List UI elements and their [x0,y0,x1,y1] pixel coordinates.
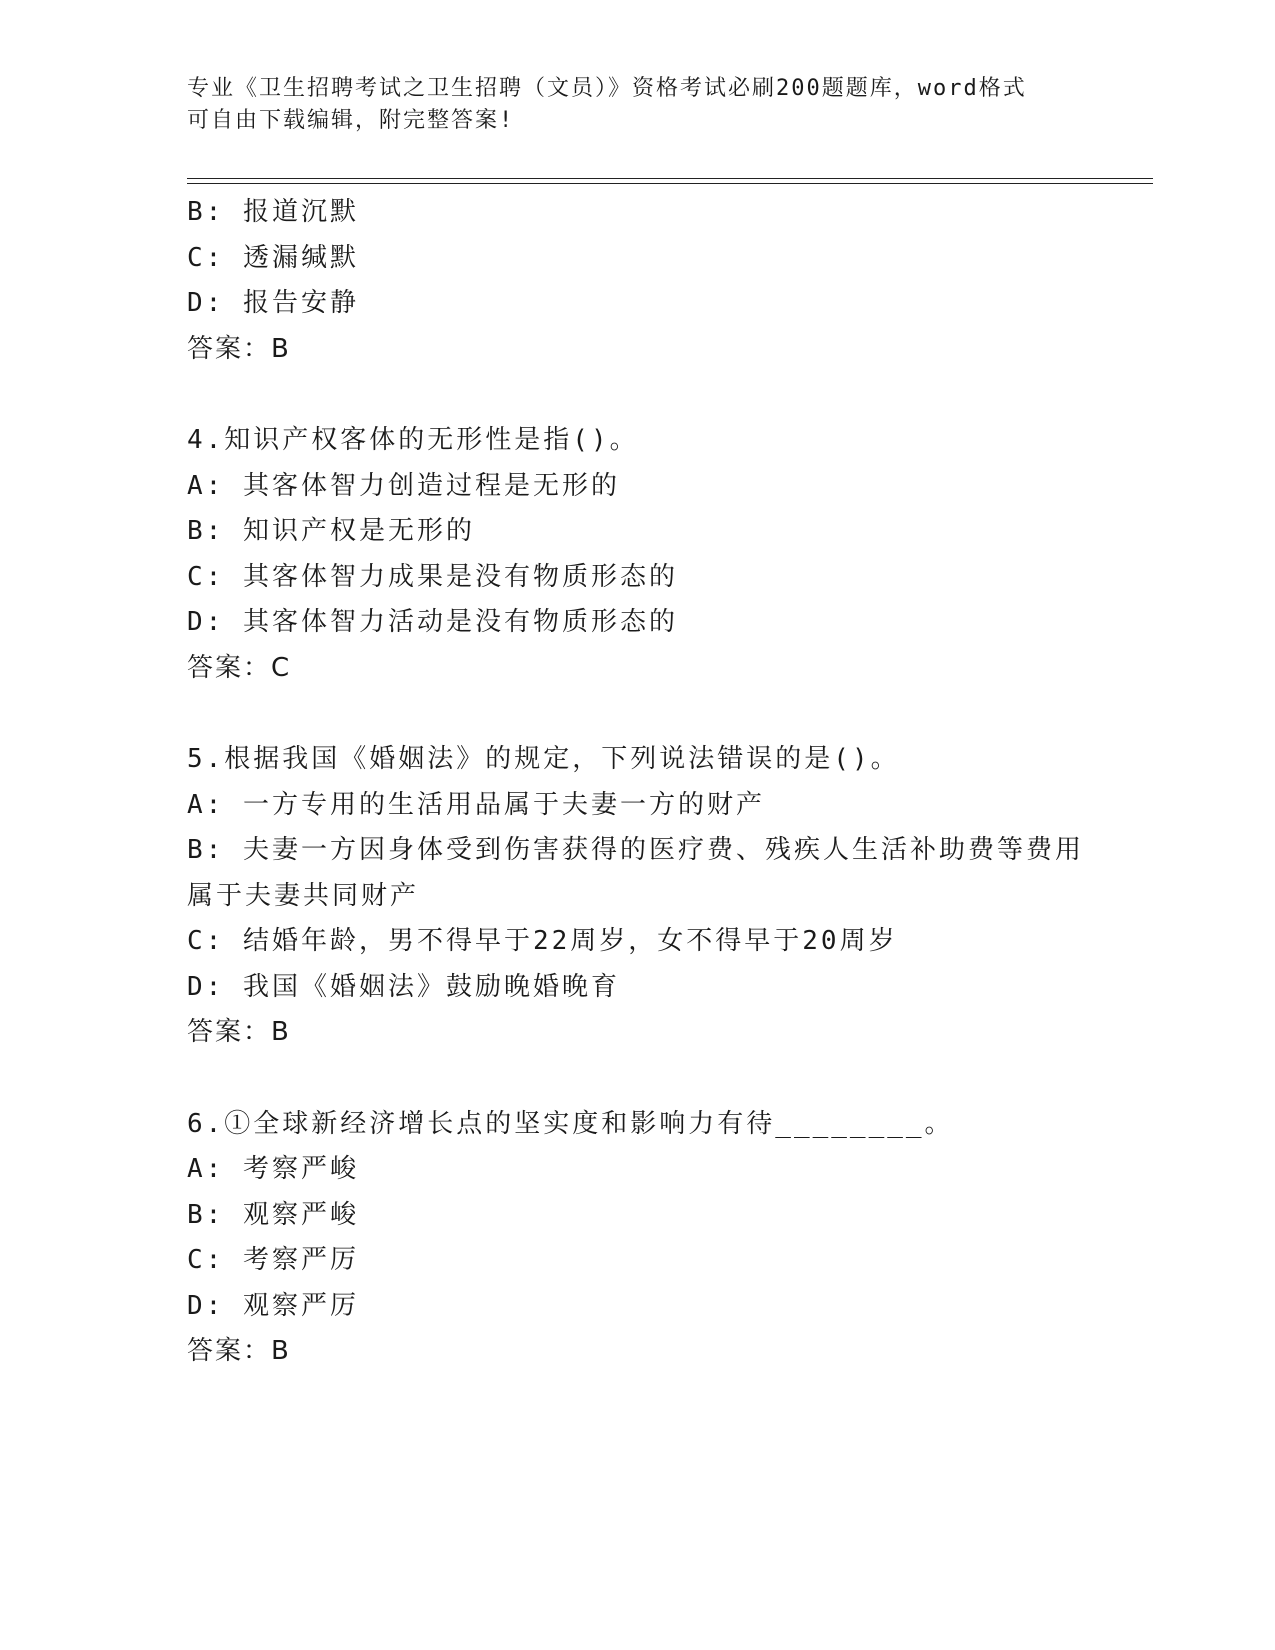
question-list [187,190,1087,1375]
question-3-tail [187,190,1087,372]
option-b: B: 知识产权是无形的 [187,516,475,546]
option-d: D: 观察严厉 [187,1290,359,1321]
option-d: D: 我国《婚姻法》鼓励晚婚晚育 [187,971,620,1002]
option-c: C: 透漏缄默 [187,242,359,273]
option-b-continued: 属于夫妻共同财产 [187,880,420,911]
answer: 答案：B [187,1336,291,1366]
question-6 [187,1102,1087,1375]
question-4 [187,418,1087,691]
header-divider-top [187,178,1153,179]
option-d: D: 报告安静 [187,288,359,318]
header-line-1: 专业《卫生招聘考试之卫生招聘（文员）》资格考试必刷200题题库，word格式 [187,76,1027,101]
option-c: C: 结婚年龄，男不得早于22周岁，女不得早于20周岁 [187,926,898,956]
option-c: C: 其客体智力成果是没有物质形态的 [187,561,678,592]
option-c: C: 考察严厉 [187,1245,359,1275]
option-a: A: 考察严峻 [187,1154,359,1184]
option-b: B: 报道沉默 [187,197,359,227]
header-line-2: 可自由下载编辑，附完整答案! [187,108,515,133]
option-a: A: 其客体智力创造过程是无形的 [187,470,620,501]
option-b: B: 观察严峻 [187,1199,359,1230]
question-5 [187,737,1087,1056]
answer: 答案：C [187,652,292,683]
header-divider-bottom [187,183,1153,184]
answer: 答案：B [187,1017,291,1047]
option-b: B: 夫妻一方因身体受到伤害获得的医疗费、残疾人生活补助费等费用 [187,835,1084,865]
answer: 答案：B [187,333,291,364]
option-d: D: 其客体智力活动是没有物质形态的 [187,607,678,637]
question-text: 6.①全球新经济增长点的坚实度和影响力有待________。 [187,1108,954,1139]
question-text: 5.根据我国《婚姻法》的规定，下列说法错误的是()。 [187,744,900,774]
question-text: 4.知识产权客体的无形性是指()。 [187,425,639,455]
option-a: A: 一方专用的生活用品属于夫妻一方的财产 [187,789,765,820]
document-header [187,73,1067,137]
